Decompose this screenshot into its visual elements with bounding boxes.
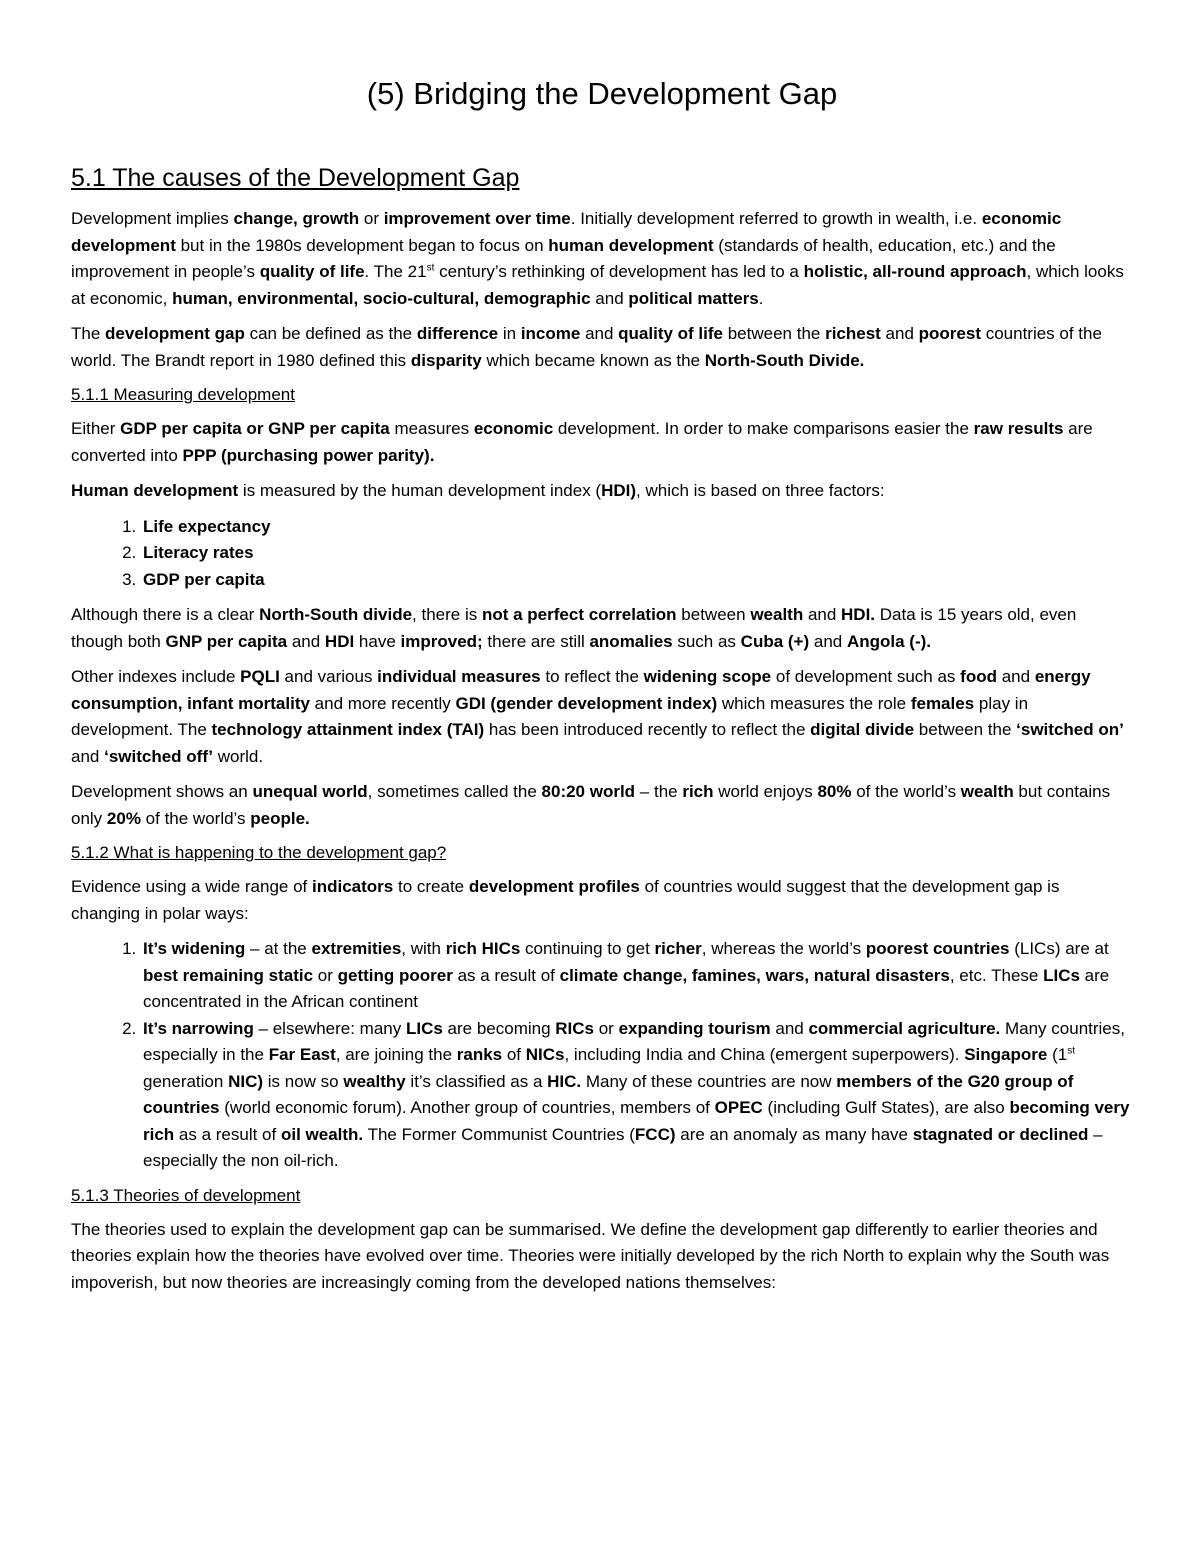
bold-text: ‘switched off’ (104, 746, 214, 766)
bold-text: GNP per capita (165, 631, 288, 651)
bold-text: wealth (750, 605, 804, 624)
bold-text: LICs (1043, 965, 1080, 985)
bold-text: HIC. (547, 1071, 582, 1091)
bold-text: disparity (410, 350, 482, 370)
bold-text: Singapore (964, 1045, 1048, 1064)
bold-text: PPP (purchasing power parity). (182, 445, 435, 465)
paragraph-evidence: Evidence using a wide range of indicators to create development profiles of countries would suggest that the development gap is changing in polar ways: (71, 877, 1060, 923)
paragraph-definition: Development implies change, growth or improvement over time. Initially development referred to growth in wealth, i.e. economic development but in the 1980s development began to focus on human development (standards of health, education, etc.) and the improvement in people’s quality of life. The 21st century’s rethinking of development has led to a holistic, all-round approach, which looks at economic, human, environmental, socio-cultural, demographic and political matters. (71, 209, 1124, 308)
paragraph-north-south: Although there is a clear North-South divide, there is not a perfect correlation between wealth and HDI. Data is 15 years old, even though both GNP per capita and HDI have improved; there are still anomalies such as Cuba (+) and Angola (-). (71, 605, 1077, 651)
list-item: 2. It’s narrowing – elsewhere: many LICs are becoming RICs or expanding tourism and commercial agriculture. Many countries, especially in the Far East, are joining the ranks of NICs, including India and China (emergent superpowers). Singapore (1st generation NIC) is now so wealthy it’s classified as a HIC. Many of these countries are now members of the G20 group of countries (world economic forum). Another group of countries, members of OPEC (including Gulf States), are also becoming very rich as a result of oil wealth. The Former Communist Countries (FCC) are an anomaly as many have stagnated or declined – especially the non oil-rich. (141, 1016, 1133, 1175)
bold-text: digital divide (810, 720, 915, 739)
document-page (71, 76, 1133, 1305)
bold-text: unequal world (252, 782, 368, 801)
bold-text: 80% (817, 782, 852, 801)
bold-text: LICs (405, 1018, 443, 1038)
bold-text: poorest countries (865, 939, 1010, 958)
bold-text: 20% (106, 808, 141, 828)
list-item (141, 514, 1133, 541)
bold-text: ranks (456, 1045, 503, 1064)
bold-text: stagnated or declined (912, 1124, 1089, 1144)
subheading-measuring-development: 5.1.1 Measuring development (71, 385, 295, 404)
bold-text: development gap (105, 324, 245, 343)
bold-text: human development (548, 235, 714, 255)
bold-text: oil wealth. (280, 1124, 364, 1144)
bold-text: indicators (312, 877, 394, 896)
bold-text: GDP per capita or GNP per capita (120, 419, 390, 438)
bold-text: difference (416, 324, 499, 343)
bold-text: raw results (973, 419, 1064, 438)
bold-text: energy consumption, infant mortality (71, 667, 1091, 713)
bold-text: individual measures (377, 667, 541, 686)
bold-text: It’s widening (143, 939, 246, 958)
bold-text: NICs (525, 1045, 565, 1064)
bold-text: expanding tourism (618, 1018, 771, 1038)
bold-text: getting poorer (337, 965, 453, 985)
bold-text: holistic, all-round approach (803, 262, 1027, 281)
bold-text: political matters (628, 288, 759, 308)
paragraph-hdi: Human development is measured by the human development index (HDI), which is based on three factors: (71, 481, 885, 500)
bold-text: HDI) (601, 481, 637, 500)
list-item (141, 540, 1133, 567)
bold-text: richer (654, 939, 702, 958)
bold-text: GDP per capita (143, 569, 265, 589)
subheading-theories: 5.1.3 Theories of development (71, 1185, 301, 1205)
bold-text: extremities (311, 939, 402, 958)
hdi-factors-list (71, 514, 1133, 594)
bold-text: economic development (71, 209, 1062, 255)
paragraph-theories: The theories used to explain the development gap can be summarised. We define the development gap differently to earlier theories and theories explain how the theories have evolved over time. Theories were initially developed by the rich North to explain why the South was impoverish, but now theories are increasingly coming from the developed nations themselves: (71, 1219, 1110, 1292)
bold-text: North-South divide (259, 605, 413, 624)
bold-text: Literacy rates (143, 543, 254, 562)
bold-text: HDI. (841, 605, 876, 624)
bold-text: quality of life (618, 324, 723, 343)
bold-text: females (910, 693, 975, 713)
bold-text: improved; (400, 631, 483, 651)
list-item (141, 567, 1133, 594)
bold-text: PQLI (240, 667, 280, 686)
bold-text: economic (473, 419, 554, 438)
bold-text: RICs (555, 1018, 594, 1038)
bold-text: 80:20 world (541, 782, 636, 801)
bold-text: rich (682, 782, 714, 801)
bold-text: anomalies (589, 631, 673, 651)
bold-text: North-South Divide. (704, 350, 865, 370)
superscript: st (1067, 1045, 1075, 1057)
bold-text: Human development (71, 481, 239, 500)
bold-text: widening scope (643, 667, 772, 686)
paragraph-development-gap: The development gap can be defined as the difference in income and quality of life between the richest and poorest countries of the world. The Brandt report in 1980 defined this disparity which became known as the North-South Divide. (71, 324, 1102, 370)
bold-text: GDI (gender development index) (455, 693, 718, 713)
bold-text: Cuba (+) (740, 631, 810, 651)
bold-text: technology attainment index (TAI) (211, 720, 485, 739)
bold-text: It’s narrowing (143, 1018, 254, 1038)
bold-text: people. (250, 808, 310, 828)
bold-text: poorest (918, 324, 981, 343)
section-heading: 5.1 The causes of the Development Gap (71, 164, 520, 192)
bold-text: best remaining static (143, 965, 314, 985)
bold-text: quality of life (259, 262, 365, 281)
bold-text: not a perfect correlation (481, 605, 677, 624)
bold-text: OPEC (714, 1098, 763, 1117)
bold-text: Far East (268, 1045, 336, 1064)
page-title: (5) Bridging the Development Gap (366, 76, 838, 111)
paragraph-unequal-world: Development shows an unequal world, sometimes called the 80:20 world – the rich world enjoys 80% of the world’s wealth but contains only 20% of the world’s people. (71, 782, 1111, 828)
paragraph-other-indexes: Other indexes include PQLI and various individual measures to reflect the widening scope of development such as food and energy consumption, infant mortality and more recently GDI (gender development index) which measures the role females play in development. The technology attainment index (TAI) has been introduced recently to reflect the digital divide between the ‘switched on’ and ‘switched off’ world. (71, 667, 1124, 766)
bold-text: becoming very rich (143, 1098, 1130, 1144)
bold-text: climate change, famines, wars, natural disasters (559, 965, 950, 985)
superscript: st (426, 262, 435, 274)
bold-text: Angola (-). (846, 631, 932, 651)
bold-text: food (960, 667, 997, 686)
bold-text: improvement over time (383, 209, 571, 228)
bold-text: wealth (960, 782, 1014, 801)
subheading-development-gap-changes: 5.1.2 What is happening to the development gap? (71, 843, 447, 862)
bold-text: human, environmental, socio-cultural, demographic (172, 288, 591, 308)
list-item: 1. It’s widening – at the extremities, with rich HICs continuing to get richer, whereas the world’s poorest countries (LICs) are at best remaining static or getting poorer as a result of climate change, famines, wars, natural disasters, etc. These LICs are concentrated in the African continent (141, 936, 1133, 1016)
bold-text: income (520, 324, 581, 343)
bold-text: rich HICs (445, 939, 521, 958)
bold-text: NIC) (228, 1071, 264, 1091)
bold-text: change, growth (233, 209, 360, 228)
bold-text: richest (825, 324, 881, 343)
bold-text: commercial agriculture. (808, 1018, 1001, 1038)
gap-ways-list (71, 936, 1133, 1175)
bold-text: HDI (324, 631, 355, 651)
bold-text: FCC) (634, 1124, 676, 1144)
paragraph-gdp: Either GDP per capita or GNP per capita measures economic development. In order to make comparisons easier the raw results are converted into PPP (purchasing power parity). (71, 419, 1093, 465)
bold-text: development profiles (468, 877, 640, 896)
bold-text: wealthy (343, 1071, 406, 1091)
bold-text: ‘switched on’ (1016, 720, 1124, 739)
bold-text: members of the G20 group of countries (143, 1071, 1074, 1117)
bold-text: Life expectancy (143, 516, 271, 536)
